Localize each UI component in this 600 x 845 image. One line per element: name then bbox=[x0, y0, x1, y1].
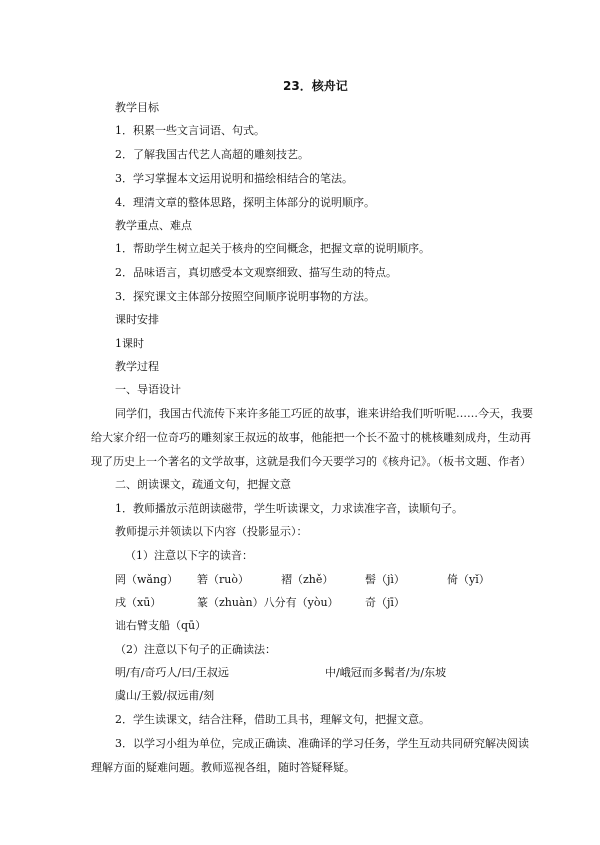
pronunciation-item: 倚（yǐ） bbox=[447, 573, 490, 586]
pronunciation-item: 奇（jī） bbox=[365, 596, 405, 609]
focus-item: 1．帮助学生树立起关于核舟的空间概念，把握文章的说明顺序。 bbox=[115, 242, 430, 255]
process-heading: 教学过程 bbox=[115, 360, 159, 373]
pronunciation-item: 戌（xū） bbox=[115, 596, 162, 609]
intro-line: 现了历史上一个著名的文学故事，这就是我们今天要学习的《核舟记》。（板书文题、作者） bbox=[91, 455, 531, 468]
pronunciation-item: 褶（zhě） bbox=[281, 573, 334, 586]
pronunciation-item: 箬（ruò） bbox=[197, 573, 249, 586]
step2-prompt: 教师提示并领读以下内容（投影显示）： bbox=[115, 525, 308, 538]
step2-item: 理解方面的疑难问题。教师巡视各组，随时答疑释疑。 bbox=[91, 761, 355, 774]
focus-heading: 教学重点、难点 bbox=[115, 219, 192, 232]
reading-item: 虞山/王毅/叔远甫/刻 bbox=[115, 689, 215, 702]
focus-item: 3．探究课文主体部分按照空间顺序说明事物的方法。 bbox=[115, 290, 375, 303]
goal-item: 2．了解我国古代艺人高超的雕刻技艺。 bbox=[115, 148, 309, 161]
reading-item: 明/有/奇巧人/曰/王叔远 bbox=[115, 666, 229, 679]
step2-item: 1．教师播放示范朗读磁带，学生听读课文，力求读准字音，读顺句子。 bbox=[115, 502, 463, 515]
focus-item: 2．品味语言，真切感受本文观察细致、描写生动的特点。 bbox=[115, 266, 397, 279]
pronunciation-item: 篆（zhuàn）八分有（yòu） bbox=[197, 596, 339, 609]
reading-item: 中/峨冠而多髯者/为/东坡 bbox=[325, 666, 447, 679]
goal-item: 1．积累一些文言词语、句式。 bbox=[115, 124, 265, 137]
schedule-heading: 课时安排 bbox=[115, 313, 159, 326]
intro-line: 同学们，我国古代流传下来许多能工巧匠的故事，谁来讲给我们听听呢……今天，我要 bbox=[115, 407, 533, 420]
step2-item: 3．以学习小组为单位，完成正确读、准确译的学习任务，学生互动共同研究解决阅读 bbox=[115, 737, 529, 750]
schedule-value: 1课时 bbox=[115, 337, 144, 350]
goals-heading: 教学目标 bbox=[115, 101, 159, 114]
intro-line: 给大家介绍一位奇巧的雕刻家王叔远的故事，他能把一个长不盈寸的桃核雕刻成舟，生动再 bbox=[91, 431, 531, 444]
pronunciation-item: 罔（wǎng） bbox=[115, 573, 179, 586]
reading-heading: （2）注意以下句子的正确读法： bbox=[115, 643, 276, 656]
step1-heading: 一、导语设计 bbox=[115, 383, 181, 396]
pronunciation-item: 髻（jì） bbox=[365, 573, 405, 586]
step2-item: 2．学生读课文，结合注释，借助工具书，理解文句，把握文意。 bbox=[115, 713, 430, 726]
page-title: 23．核舟记 bbox=[283, 79, 348, 93]
goal-item: 4．理清文章的整体思路，探明主体部分的说明顺序。 bbox=[115, 196, 375, 209]
pronunciation-item: 诎右臂支船（qū） bbox=[115, 619, 207, 632]
pronunciation-heading: （1）注意以下字的读音： bbox=[125, 549, 253, 562]
goal-item: 3．学习掌握本文运用说明和描绘相结合的笔法。 bbox=[115, 172, 353, 185]
step2-heading: 二、朗读课文，疏通文句，把握文意 bbox=[115, 478, 291, 491]
